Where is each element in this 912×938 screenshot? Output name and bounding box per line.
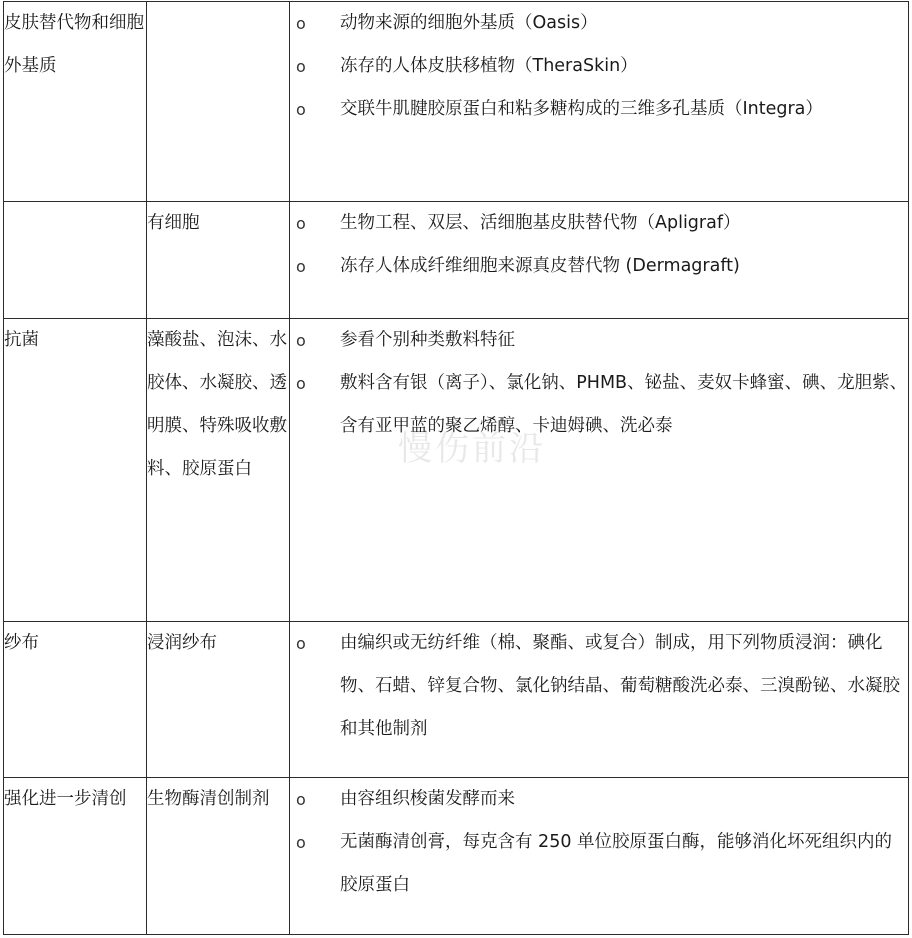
bullet-icon: o (296, 257, 306, 276)
bullet-icon: o (296, 100, 306, 119)
item-text: 参看个别种类敷料特征 (340, 330, 515, 350)
list-item (290, 45, 908, 88)
bullet-icon: o (296, 214, 306, 233)
details-cell (290, 319, 909, 622)
list-item (290, 778, 908, 821)
watermark: 慢伤前沿 (398, 429, 546, 469)
bullet-icon: o (296, 833, 306, 852)
bullet-icon: o (296, 14, 306, 33)
item-text: 冻存的人体皮肤移植物（TheraSkin） (340, 56, 638, 76)
table-row (4, 622, 909, 778)
subcategory-cell: 藻酸盐、泡沫、水胶体、水凝胶、透明膜、特殊吸收敷料、胶原蛋白 (147, 319, 290, 622)
bullet-list (290, 622, 908, 751)
bullet-icon: o (296, 57, 306, 76)
list-item (290, 622, 908, 751)
category-cell: 强化进一步清创 (4, 778, 147, 935)
subcategory-cell: 浸润纱布 (147, 622, 290, 778)
list-item (290, 319, 908, 362)
list-item (290, 88, 908, 131)
subcategory-cell: 有细胞 (147, 202, 290, 319)
bullet-icon: o (296, 790, 306, 809)
item-text: 交联牛肌腱胶原蛋白和粘多糖构成的三维多孔基质（Integra） (340, 99, 823, 119)
list-item (290, 821, 908, 907)
list-item (290, 245, 908, 288)
category-cell: 纱布 (4, 622, 147, 778)
item-text: 由容组织梭菌发酵而来 (340, 789, 515, 809)
table-row (4, 202, 909, 319)
bullet-icon: o (296, 331, 306, 350)
details-cell (290, 622, 909, 778)
item-text: 由编织或无纺纤维（棉、聚酯、或复合）制成，用下列物质浸润：碘化物、石蜡、锌复合物、氯化钠结晶、葡萄糖酸洗必泰、三溴酚铋、水凝胶和其他制剂 (340, 633, 900, 739)
bullet-list (290, 778, 908, 907)
item-text: 生物工程、双层、活细胞基皮肤替代物（Apligraf） (340, 213, 741, 233)
bullet-icon: o (296, 374, 306, 393)
table-row (4, 319, 909, 622)
item-text: 冻存人体成纤维细胞来源真皮替代物 (Dermagraft) (340, 256, 740, 276)
bullet-icon: o (296, 634, 306, 653)
category-cell: 抗菌 (4, 319, 147, 622)
dressing-table (3, 1, 909, 935)
details-cell (290, 202, 909, 319)
table-row (4, 2, 909, 202)
item-text: 敷料含有银（离子）、氯化钠、PHMB、铋盐、麦奴卡蜂蜜、碘、龙胆紫、含有亚甲蓝的聚乙烯醇、卡迪姆碘、洗必泰 (340, 373, 908, 436)
table-row (4, 778, 909, 935)
bullet-list (290, 202, 908, 288)
item-text: 动物来源的细胞外基质（Oasis） (340, 13, 598, 33)
item-text: 无菌酶清创膏，每克含有 250 单位胶原蛋白酶，能够消化坏死组织内的胶原蛋白 (340, 832, 893, 895)
bullet-list (290, 2, 908, 131)
subcategory-cell: 生物酶清创制剂 (147, 778, 290, 935)
subcategory-cell (147, 2, 290, 202)
details-cell (290, 2, 909, 202)
list-item (290, 202, 908, 245)
details-cell (290, 778, 909, 935)
category-cell: 皮肤替代物和细胞外基质 (4, 2, 147, 202)
list-item (290, 362, 908, 448)
category-cell (4, 202, 147, 319)
list-item (290, 2, 908, 45)
bullet-list (290, 319, 908, 448)
